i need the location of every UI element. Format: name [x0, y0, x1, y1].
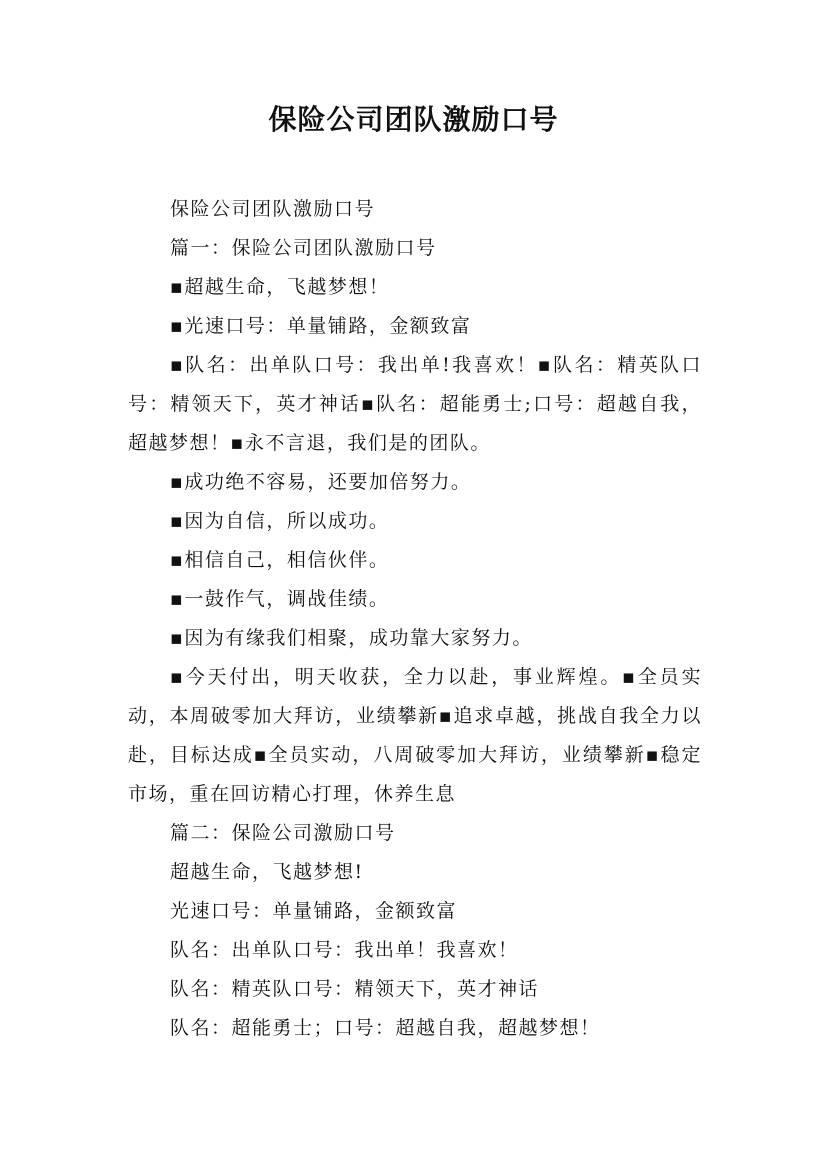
paragraph: ▪相信自己，相信伙伴。 — [170, 549, 390, 571]
paragraph: ▪队名：出单队口号：我出单!我喜欢！▪队名：精英队口号：精领天下，英才神话▪队名：超能勇士;口号：超越自我，超越梦想！▪永不言退，我们是的团队。 — [128, 354, 702, 454]
paragraph: ▪成功绝不容易，还要加倍努力。 — [170, 471, 472, 493]
paragraph: 队名：超能勇士；口号：超越自我，超越梦想！ — [170, 1017, 601, 1039]
document-body — [128, 190, 702, 1048]
paragraph: 光速口号：单量铺路，金额致富 — [170, 900, 458, 922]
paragraph: ▪一鼓作气，调战佳绩。 — [170, 588, 390, 610]
paragraph: ▪超越生命，飞越梦想！ — [170, 276, 390, 298]
paragraph: 超越生命，飞越梦想! — [170, 861, 364, 883]
paragraph: 队名：精英队口号：精领天下，英才神话 — [170, 978, 540, 1000]
document-title: 保险公司团队激励口号 — [268, 103, 559, 136]
paragraph: ▪今天付出，明天收获，全力以赴，事业辉煌。▪全员实动，本周破零加大拜访，业绩攀新▪追求卓越，挑战自我全力以赴，目标达成▪全员实动，八周破零加大拜访，业绩攀新▪稳定市场，重在回访精心打理，休养生息 — [128, 666, 702, 805]
paragraph: ▪因为自信，所以成功。 — [170, 510, 390, 532]
paragraph: 队名：出单队口号：我出单！我喜欢！ — [170, 939, 519, 961]
paragraph: ▪因为有缘我们相聚，成功靠大家努力。 — [170, 627, 533, 649]
paragraph: 篇二：保险公司激励口号 — [170, 822, 396, 844]
paragraph: ▪光速口号：单量铺路，金额致富 — [170, 315, 472, 337]
paragraph: 篇一：保险公司团队激励口号 — [170, 237, 437, 259]
paragraph: 保险公司团队激励口号 — [170, 198, 376, 220]
